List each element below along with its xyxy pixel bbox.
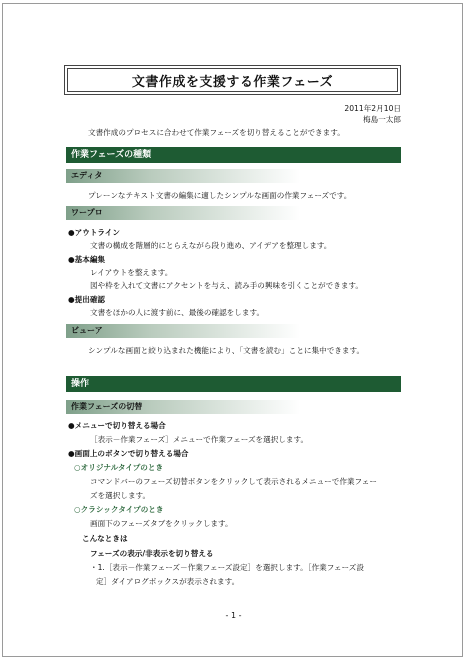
section-heading-phase-types: 作業フェーズの種類 <box>66 147 401 163</box>
subheading-phase-switch: 作業フェーズの切替 <box>66 400 401 414</box>
menu-switch-text: ［表示－作業フェーズ］メニューで作業フェーズを選択します。 <box>90 435 309 444</box>
step-text-2: 定］ダイアログボックスが表示されます。 <box>96 577 240 586</box>
title-frame <box>64 65 401 95</box>
button-switch-heading: ●画面上のボタンで切り替える場合 <box>68 449 189 458</box>
page-title: 文書作成を支援する作業フェーズ <box>67 68 398 92</box>
tip-heading: こんなときは <box>82 534 128 543</box>
intro-text: 文書作成のプロセスに合わせて作業フェーズを切り替えることができます。 <box>88 128 345 137</box>
subheading-editor: エディタ <box>66 169 401 183</box>
step-text-1: ・1.［表示－作業フェーズ－作業フェーズ設定］を選択します。［作業フェーズ設 <box>90 563 364 572</box>
basic-edit-text-1: レイアウトを整えます。 <box>90 268 173 277</box>
classic-type-text: 画面下のフェーズタブをクリックします。 <box>90 519 233 528</box>
proof-heading: ●提出確認 <box>68 295 106 304</box>
original-type-text-1: コマンドバーのフェーズ切替ボタンをクリックして表示されるメニューで作業フェー <box>90 477 377 486</box>
subheading-wordpro: ワープロ <box>66 206 401 220</box>
basic-edit-heading: ●基本編集 <box>68 255 106 264</box>
editor-text: プレーンなテキスト文書の編集に適したシンプルな画面の作業フェーズです。 <box>88 191 352 200</box>
original-type-heading: ○オリジナルタイプのとき <box>74 463 164 472</box>
date-text: 2011年2月10日 <box>344 104 401 113</box>
original-type-text-2: ズを選択します。 <box>90 491 151 500</box>
outline-text: 文書の構成を階層的にとらえながら段り進め、アイデアを整理します。 <box>90 241 332 250</box>
classic-type-heading: ○クラシックタイプのとき <box>74 505 164 514</box>
viewer-text: シンプルな画面と絞り込まれた機能により、「文書を読む」ことに集中できます。 <box>88 346 365 355</box>
section-heading-operation: 操作 <box>66 376 401 392</box>
proof-text: 文書をほかの人に渡す前に、最後の確認をします。 <box>90 308 265 317</box>
author-text: 梅島一太郎 <box>363 115 401 124</box>
basic-edit-text-2: 図や枠を入れて文書にアクセントを与え、読み手の興味を引くことができます。 <box>90 281 363 290</box>
outline-heading: ●アウトライン <box>68 228 120 237</box>
subheading-viewer: ビューア <box>66 324 401 338</box>
toggle-heading: フェーズの表示/非表示を切り替える <box>90 549 214 558</box>
page-number: - 1 - <box>225 611 242 620</box>
menu-switch-heading: ●メニューで切り替える場合 <box>68 421 166 430</box>
